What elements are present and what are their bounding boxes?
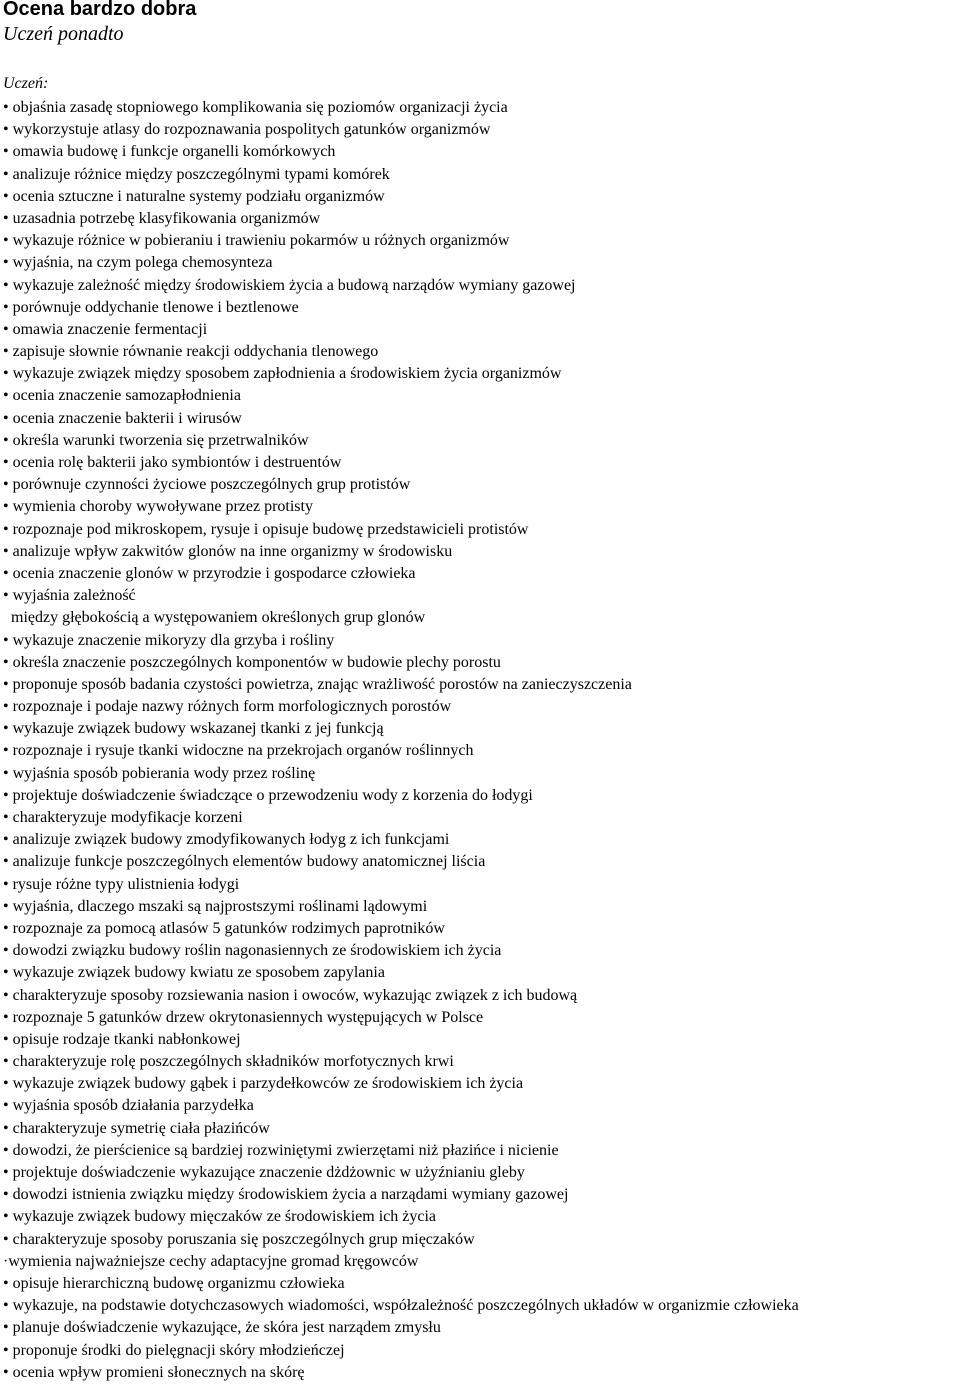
list-item: • określa warunki tworzenia się przetrwalników xyxy=(3,431,309,449)
list-item: • wymienia choroby wywoływane przez protisty xyxy=(3,498,313,516)
list-item: • opisuje hierarchiczną budowę organizmu człowieka xyxy=(3,1274,345,1292)
page-title: Ocena bardzo dobra xyxy=(3,0,197,20)
list-item: • ocenia znaczenie glonów w przyrodzie i gospodarce człowieka xyxy=(3,564,416,582)
list-item: • rozpoznaje 5 gatunków drzew okrytonasiennych występujących w Polsce xyxy=(3,1008,484,1026)
list-item: • proponuje sposób badania czystości powietrza, znając wrażliwość porostów na zanieczyszczenia xyxy=(3,675,632,693)
list-item: • ocenia znaczenie bakterii i wirusów xyxy=(3,409,242,427)
list-item: • rysuje różne typy ulistnienia łodygi xyxy=(3,875,240,893)
list-item: • wykazuje związek budowy wskazanej tkanki z jej funkcją xyxy=(3,720,384,738)
list-item: • wykazuje związek budowy kwiatu ze sposobem zapylania xyxy=(3,964,385,982)
list-item: • porównuje czynności życiowe poszczególnych grup protistów xyxy=(3,476,411,494)
list-item: • dowodzi, że pierścienice są bardziej rozwiniętymi zwierzętami niż płazińce i nicienie xyxy=(3,1141,559,1159)
list-item: • charakteryzuje sposoby rozsiewania nasion i owoców, wykazując związek z ich budową xyxy=(3,986,578,1004)
list-item: • objaśnia zasadę stopniowego komplikowania się poziomów organizacji życia xyxy=(3,99,508,116)
list-item: • rozpoznaje za pomocą atlasów 5 gatunków rodzimych paprotników xyxy=(3,919,445,937)
list-lead: Uczeń: xyxy=(3,75,49,92)
list-item: • analizuje różnice między poszczególnymi typami komórek xyxy=(3,165,390,183)
list-item: • analizuje związek budowy zmodyfikowanych łodyg z ich funkcjami xyxy=(3,831,450,849)
list-item: ·wymienia najważniejsze cechy adaptacyjne gromad kręgowców xyxy=(3,1252,419,1270)
list-item: • rozpoznaje i rysuje tkanki widoczne na przekrojach organów roślinnych xyxy=(3,742,474,760)
list-item: • projektuje doświadczenie wykazujące znaczenie dżdżownic w użyźnianiu gleby xyxy=(3,1164,525,1181)
list-item: między głębokością a występowaniem określonych grup glonów xyxy=(3,609,426,627)
page-subtitle: Uczeń ponadto xyxy=(3,23,124,45)
list-item: • zapisuje słownie równanie reakcji oddychania tlenowego xyxy=(3,343,379,361)
list-item: • dowodzi istnienia związku między środowiskiem życia a narządami wymiany gazowej xyxy=(3,1186,569,1204)
list-item: • opisuje rodzaje tkanki nabłonkowej xyxy=(3,1030,241,1048)
list-item: • charakteryzuje modyfikacje korzeni xyxy=(3,809,243,826)
list-item: • projektuje doświadczenie świadczące o przewodzeniu wody z korzenia do łodygi xyxy=(3,786,533,804)
list-item: • wykazuje związek między sposobem zapłodnienia a środowiskiem życia organizmów xyxy=(3,365,562,383)
requirements-list xyxy=(3,97,799,1384)
list-item: • określa znaczenie poszczególnych komponentów w budowie plechy porostu xyxy=(3,653,501,671)
list-item: • wyjaśnia sposób działania parzydełka xyxy=(3,1097,254,1115)
list-item: • wyjaśnia, na czym polega chemosynteza xyxy=(3,254,273,272)
list-item: • charakteryzuje sposoby poruszania się poszczególnych grup mięczaków xyxy=(3,1230,475,1248)
list-item: • analizuje funkcje poszczególnych elementów budowy anatomicznej liścia xyxy=(3,853,486,871)
list-item: • rozpoznaje i podaje nazwy różnych form morfologicznych porostów xyxy=(3,698,452,716)
list-item: • ocenia sztuczne i naturalne systemy podziału organizmów xyxy=(3,187,385,205)
list-item: • wykazuje związek budowy gąbek i parzydełkowców ze środowiskiem ich życia xyxy=(3,1075,524,1093)
list-item: • proponuje środki do pielęgnacji skóry młodzieńczej xyxy=(3,1341,345,1359)
list-item: • wykazuje związek budowy mięczaków ze środowiskiem ich życia xyxy=(3,1208,436,1226)
list-item: • wykazuje znaczenie mikoryzy dla grzyba i rośliny xyxy=(3,631,335,649)
list-item: • wyjaśnia zależność xyxy=(3,587,136,605)
list-item: • uzasadnia potrzebę klasyfikowania organizmów xyxy=(3,209,321,227)
list-item: • wykazuje zależność między środowiskiem życia a budową narządów wymiany gazowej xyxy=(3,276,576,294)
list-item: • dowodzi związku budowy roślin nagonasiennych ze środowiskiem ich życia xyxy=(3,942,502,960)
list-item: • wyjaśnia sposób pobierania wody przez roślinę xyxy=(3,764,316,782)
list-item: • omawia znaczenie fermentacji xyxy=(3,320,208,338)
list-item: • wykorzystuje atlasy do rozpoznawania pospolitych gatunków organizmów xyxy=(3,121,491,139)
list-item: • ocenia znaczenie samozapłodnienia xyxy=(3,387,241,405)
list-item: • planuje doświadczenie wykazujące, że skóra jest narządem zmysłu xyxy=(3,1319,441,1337)
list-item: • ocenia wpływ promieni słonecznych na skórę xyxy=(3,1363,305,1381)
list-item: • wykazuje różnice w pobieraniu i trawieniu pokarmów u różnych organizmów xyxy=(3,232,510,250)
list-item: • charakteryzuje symetrię ciała płazińców xyxy=(3,1119,270,1137)
list-item: • wyjaśnia, dlaczego mszaki są najprostszymi roślinami lądowymi xyxy=(3,897,428,915)
list-item: • rozpoznaje pod mikroskopem, rysuje i opisuje budowę przedstawicieli protistów xyxy=(3,520,529,538)
list-item: • wykazuje, na podstawie dotychczasowych wiadomości, współzależność poszczególnych układów w organizmie człowieka xyxy=(3,1297,799,1315)
list-item: • ocenia rolę bakterii jako symbiontów i destruentów xyxy=(3,454,342,471)
list-item: • analizuje wpływ zakwitów glonów na inne organizmy w środowisku xyxy=(3,542,453,560)
list-item: • omawia budowę i funkcje organelli komórkowych xyxy=(3,143,336,161)
list-item: • porównuje oddychanie tlenowe i beztlenowe xyxy=(3,298,299,316)
list-item: • charakteryzuje rolę poszczególnych składników morfotycznych krwi xyxy=(3,1053,454,1071)
